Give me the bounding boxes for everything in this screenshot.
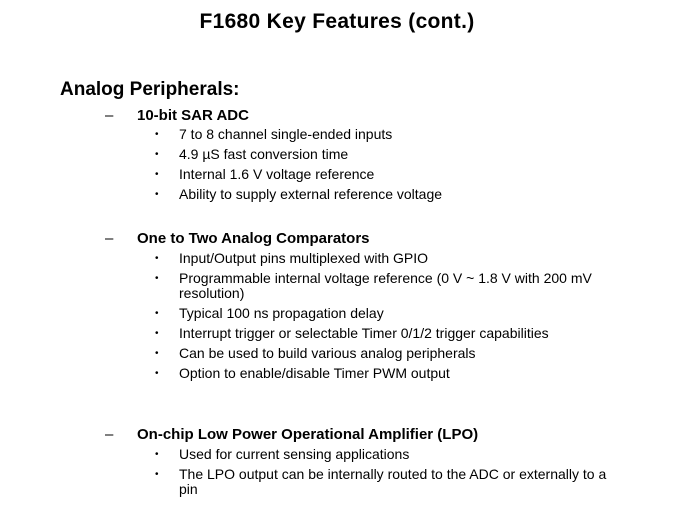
list-item-text: Input/Output pins multiplexed with GPIO	[179, 250, 429, 266]
bullet-icon: •	[155, 368, 159, 379]
bullet-icon: •	[155, 149, 159, 160]
comparator-feature-list	[153, 251, 623, 386]
subheading-adc-label: 10-bit SAR ADC	[137, 107, 249, 124]
list-item-text: Typical 100 ns propagation delay	[179, 305, 384, 321]
list-item	[153, 366, 623, 381]
subheading-lpo	[105, 426, 478, 443]
lpo-feature-list	[153, 447, 623, 502]
bullet-icon: •	[155, 129, 159, 140]
list-item	[153, 306, 623, 321]
bullet-icon: •	[155, 189, 159, 200]
list-item	[153, 167, 623, 182]
subheading-comparators-label: One to Two Analog Comparators	[137, 230, 370, 247]
list-item	[153, 447, 623, 462]
bullet-icon: •	[155, 308, 159, 319]
list-item-text: Option to enable/disable Timer PWM output	[179, 365, 450, 381]
section-heading-analog-peripherals: Analog Peripherals:	[60, 79, 240, 100]
list-item	[153, 251, 623, 266]
bullet-icon: •	[155, 328, 159, 339]
slide-title: F1680 Key Features (cont.)	[199, 10, 475, 33]
list-item-text: 7 to 8 channel single-ended inputs	[179, 126, 393, 142]
bullet-icon: •	[155, 449, 159, 460]
list-item-text: Can be used to build various analog peripherals	[179, 345, 476, 361]
list-item-text: Interrupt trigger or selectable Timer 0/1/2 trigger capabilities	[179, 325, 549, 341]
subheading-lpo-label: On-chip Low Power Operational Amplifier (LPO)	[137, 426, 479, 443]
list-item-text: The LPO output can be internally routed to the ADC or externally to a pin	[179, 466, 607, 497]
list-item-text: Programmable internal voltage reference (0 V ~ 1.8 V with 200 mV resolution)	[179, 270, 592, 301]
bullet-icon: •	[155, 169, 159, 180]
dash-marker: –	[105, 426, 114, 443]
bullet-icon: •	[155, 253, 159, 264]
list-item	[153, 326, 623, 341]
list-item	[153, 147, 623, 162]
dash-marker: –	[105, 230, 114, 247]
list-item-text: Ability to supply external reference voltage	[179, 186, 443, 202]
list-item-text: Used for current sensing applications	[179, 446, 410, 462]
bullet-icon: •	[155, 469, 159, 480]
subheading-comparators	[105, 230, 370, 247]
list-item	[153, 187, 623, 202]
list-item	[153, 467, 623, 497]
bullet-icon: •	[155, 273, 159, 284]
subheading-adc	[105, 107, 249, 124]
list-item	[153, 271, 623, 301]
adc-feature-list	[153, 127, 623, 207]
list-item	[153, 346, 623, 361]
bullet-icon: •	[155, 348, 159, 359]
list-item-text: Internal 1.6 V voltage reference	[179, 166, 375, 182]
list-item	[153, 127, 623, 142]
list-item-text: 4.9 µS fast conversion time	[179, 146, 349, 162]
dash-marker: –	[105, 107, 114, 124]
